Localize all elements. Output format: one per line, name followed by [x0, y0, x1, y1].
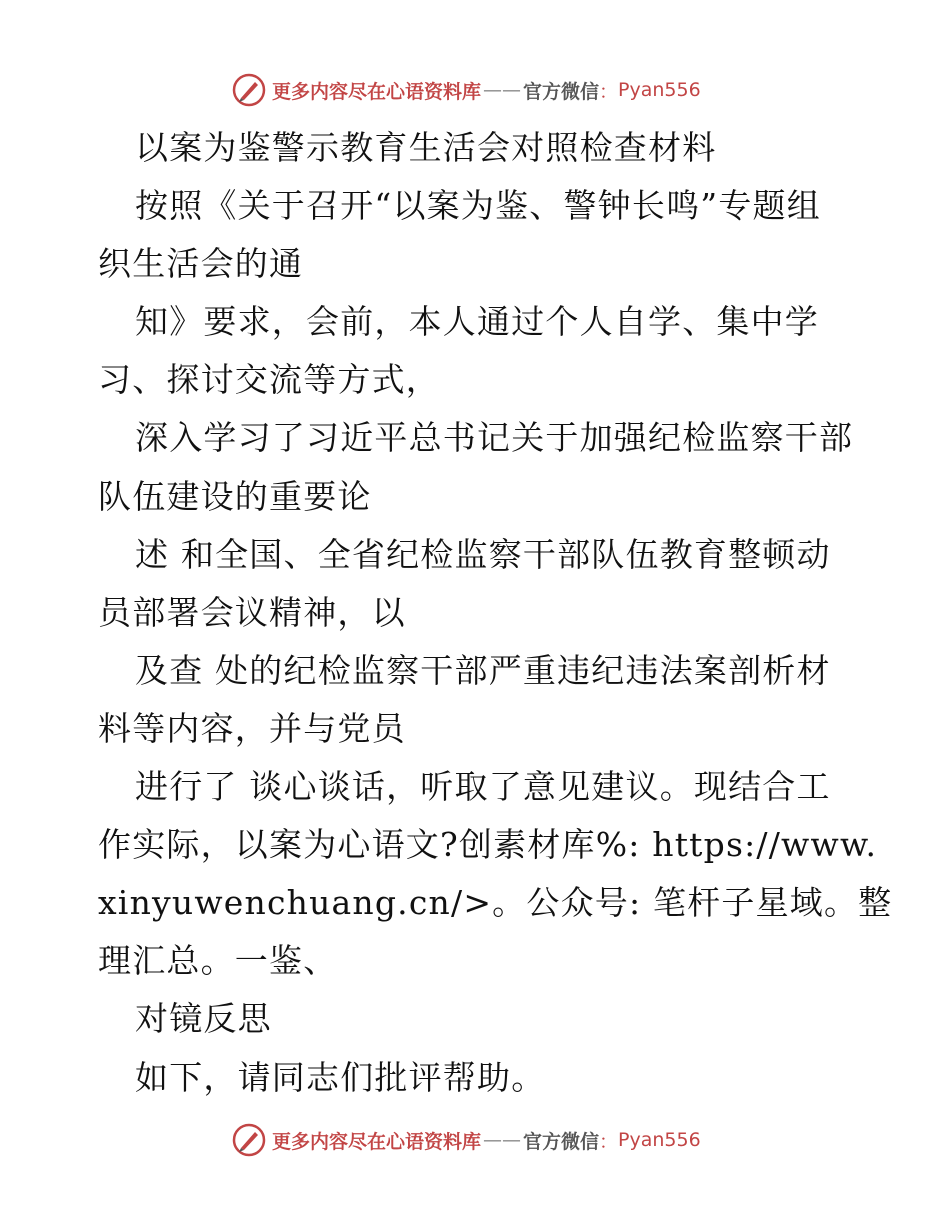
- footer-banner: [232, 1120, 701, 1160]
- text-line: 对镜反思: [135, 999, 272, 1039]
- banner-colon: ：: [599, 80, 619, 103]
- banner-dash: ——: [483, 1129, 522, 1151]
- text-line: 知》要求，会前，本人通过个人自学、集中学: [135, 302, 819, 342]
- pen-logo-icon: [232, 73, 266, 107]
- banner-wechat-id: Pyan556: [618, 79, 701, 101]
- text-line: 员部署会议精神，以: [98, 592, 406, 632]
- text-line: 作实际，以案为心语文?创素材库%: https://www.: [98, 825, 878, 865]
- text-line: 如下，请同志们批评帮助。: [135, 1057, 546, 1097]
- text-line: 织生活会的通: [98, 244, 304, 284]
- banner-wechat-label: 官方微信: [523, 80, 600, 103]
- text-line: 及查 处的纪检监察干部严重违纪违法案剖析材: [135, 650, 831, 690]
- header-banner: [232, 70, 701, 110]
- banner-dash: ——: [483, 79, 522, 101]
- text-line: 按照《关于召开“以案为鉴、警钟长鸣”专题组: [135, 186, 821, 226]
- banner-main-text: 更多内容尽在心语资料库: [272, 1130, 482, 1153]
- banner-wechat-id: Pyan556: [618, 1129, 701, 1151]
- text-line: 队伍建设的重要论: [98, 476, 372, 516]
- banner-wechat-label: 官方微信: [523, 1130, 600, 1153]
- text-line: 习、探讨交流等方式，: [98, 360, 440, 400]
- banner-colon: ：: [599, 1130, 619, 1153]
- text-line: 理汇总。一鉴、: [98, 941, 338, 981]
- document-body: [98, 119, 893, 1107]
- text-line: xinyuwenchuang.cn/>。公众号: 笔杆子星域。整: [98, 883, 893, 923]
- text-line: 进行了 谈心谈话，听取了意见建议。现结合工: [135, 767, 831, 807]
- document-title: 以案为鉴警示教育生活会对照检查材料: [135, 128, 717, 167]
- banner-main-text: 更多内容尽在心语资料库: [272, 80, 482, 103]
- pen-logo-icon: [232, 1123, 266, 1157]
- text-line: 述 和全国、全省纪检监察干部队伍教育整顿动: [135, 534, 831, 574]
- text-line: 料等内容，并与党员: [98, 708, 406, 748]
- text-line: 深入学习了习近平总书记关于加强纪检监察干部: [135, 418, 854, 458]
